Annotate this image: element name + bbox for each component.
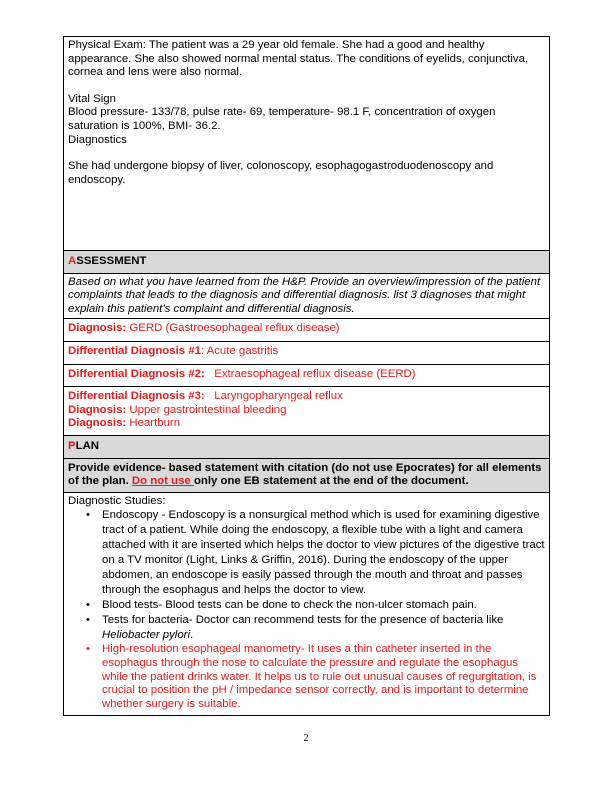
diagnosis-value: GERD (Gastroesophageal reflux disease) <box>126 322 340 335</box>
evidence-warning: Do not use <box>131 475 194 488</box>
exam-row <box>64 37 550 251</box>
diagnostics-heading: Diagnostics <box>68 133 127 146</box>
differential-2-row <box>64 364 550 387</box>
study-item-bacteria-text: Tests for bacteria- Doctor can recommend tests for the presence of bacteria like <box>102 614 504 627</box>
study-item-blood-tests <box>86 598 545 613</box>
plan-heading-rest: LAN <box>75 439 100 452</box>
bullet-icon: • <box>86 509 90 522</box>
diagnosis-cell <box>64 319 550 342</box>
study-item-bacteria-end: . <box>190 629 194 642</box>
differential-3-value: Laryngopharyngeal reflux <box>204 390 343 403</box>
assessment-heading-row <box>64 251 550 274</box>
study-item-manometry <box>86 643 545 711</box>
exam-cell <box>64 37 550 251</box>
extra-diagnosis-1-value: Upper gastrointestinal bleeding <box>126 403 287 416</box>
differential-2-cell <box>64 364 550 387</box>
diagnosis-row <box>64 319 550 342</box>
differential-3-label: Differential Diagnosis #3: <box>68 390 205 403</box>
bullet-icon: • <box>86 643 90 656</box>
study-item-manometry-text: High-resolution esophageal manometry- It uses a thin catheter inserted in the esophagus through the nose to calculate the pressure and regulate the esophagus while the patient drinks water. It helps us to rule out unusual causes of regurgitation, is crucial to position the pH / impedance sensor correctly, and is important to determine whether surgery is suitable. <box>102 643 537 710</box>
diagnostics-text: She had undergone biopsy of liver, colonoscopy, esophagogastroduodenoscopy and endoscopy. <box>68 160 494 186</box>
study-item-bacteria-tests <box>86 613 545 643</box>
bullet-icon: • <box>86 614 90 627</box>
studies-list <box>68 508 545 711</box>
plan-heading-row <box>64 435 550 458</box>
differential-2-value: Extraesophageal reflux disease (EERD) <box>204 367 416 380</box>
plan-heading <box>64 435 550 458</box>
differential-1-value: : Acute gastritis <box>200 344 279 357</box>
plan-evidence-cell <box>64 458 550 492</box>
study-item-endoscopy-text: Endoscopy - Endoscopy is a nonsurgical method which is used for examining digestive tract of a patient. While doing the endoscopy, a flexible tube with a light and camera attached with it are inserted which helps the doctor to view pictures of the digestive tract on a TV monitor (Light, Links & Griffin, 2016). During the endoscopy of the upper abdomen, an endoscope is easily passed through the mouth and throat and passes through the esophagus and helps the doctor to view. <box>102 509 545 597</box>
evidence-text-part1: Provide evidence- based statement with citation (do not use Epocrates) for all elements of the plan. <box>68 461 542 488</box>
study-item-bacteria-name: Heliobacter pylori <box>102 629 190 642</box>
extra-diagnosis-2-label: Diagnosis: <box>68 417 127 430</box>
evidence-text-part2: only one EB statement at the end of the document. <box>193 475 469 488</box>
studies-heading: Diagnostic Studies: <box>68 494 166 507</box>
assessment-heading-initial: A <box>68 255 77 267</box>
vital-sign-text: Blood pressure- 133/78, pulse rate- 69, temperature- 98.1 F, concentration of oxygen saturation is 100%, BMI- 36.2. <box>68 106 496 132</box>
physical-exam-text: Physical Exam: The patient was a 29 year old female. She had a good and healthy appearance. She also showed normal mental status. The conditions of eyelids, conjunctiva, cornea and lens were also normal. <box>68 39 529 79</box>
study-item-blood-tests-text: Blood tests- Blood tests can be done to check the non-ulcer stomach pain. <box>102 599 477 612</box>
study-item-endoscopy <box>86 508 545 598</box>
bullet-icon: • <box>86 599 90 612</box>
assessment-heading <box>64 251 550 274</box>
differential-1-row <box>64 341 550 364</box>
differential-1-label: Differential Diagnosis #1 <box>68 344 201 357</box>
differential-3-row <box>64 387 550 436</box>
diagnostic-studies-row <box>64 492 550 716</box>
plan-heading-initial: P <box>68 439 76 452</box>
differential-3-cell <box>64 387 550 436</box>
extra-diagnosis-2-value: Heartburn <box>126 417 181 430</box>
differential-2-label: Differential Diagnosis #2: <box>68 367 205 380</box>
assessment-instructions: Based on what you have learned from the H&P. Provide an overview/impression of the patient complaints that leads to the diagnosis and differential diagnosis. list 3 diagnoses that might explain this patient’s complaint and differential diagnosis. <box>64 273 550 319</box>
extra-diagnosis-1-label: Diagnosis: <box>68 403 127 416</box>
vital-sign-heading: Vital Sign <box>68 92 116 105</box>
diagnosis-label: Diagnosis: <box>68 322 127 335</box>
assessment-instructions-row <box>64 273 550 319</box>
differential-1-cell <box>64 341 550 364</box>
diagnostic-studies-cell <box>64 492 550 716</box>
assessment-heading-rest: SSESSMENT <box>76 255 147 267</box>
plan-evidence-row <box>64 458 550 492</box>
document-table <box>63 36 550 716</box>
page-number: 2 <box>303 733 309 744</box>
